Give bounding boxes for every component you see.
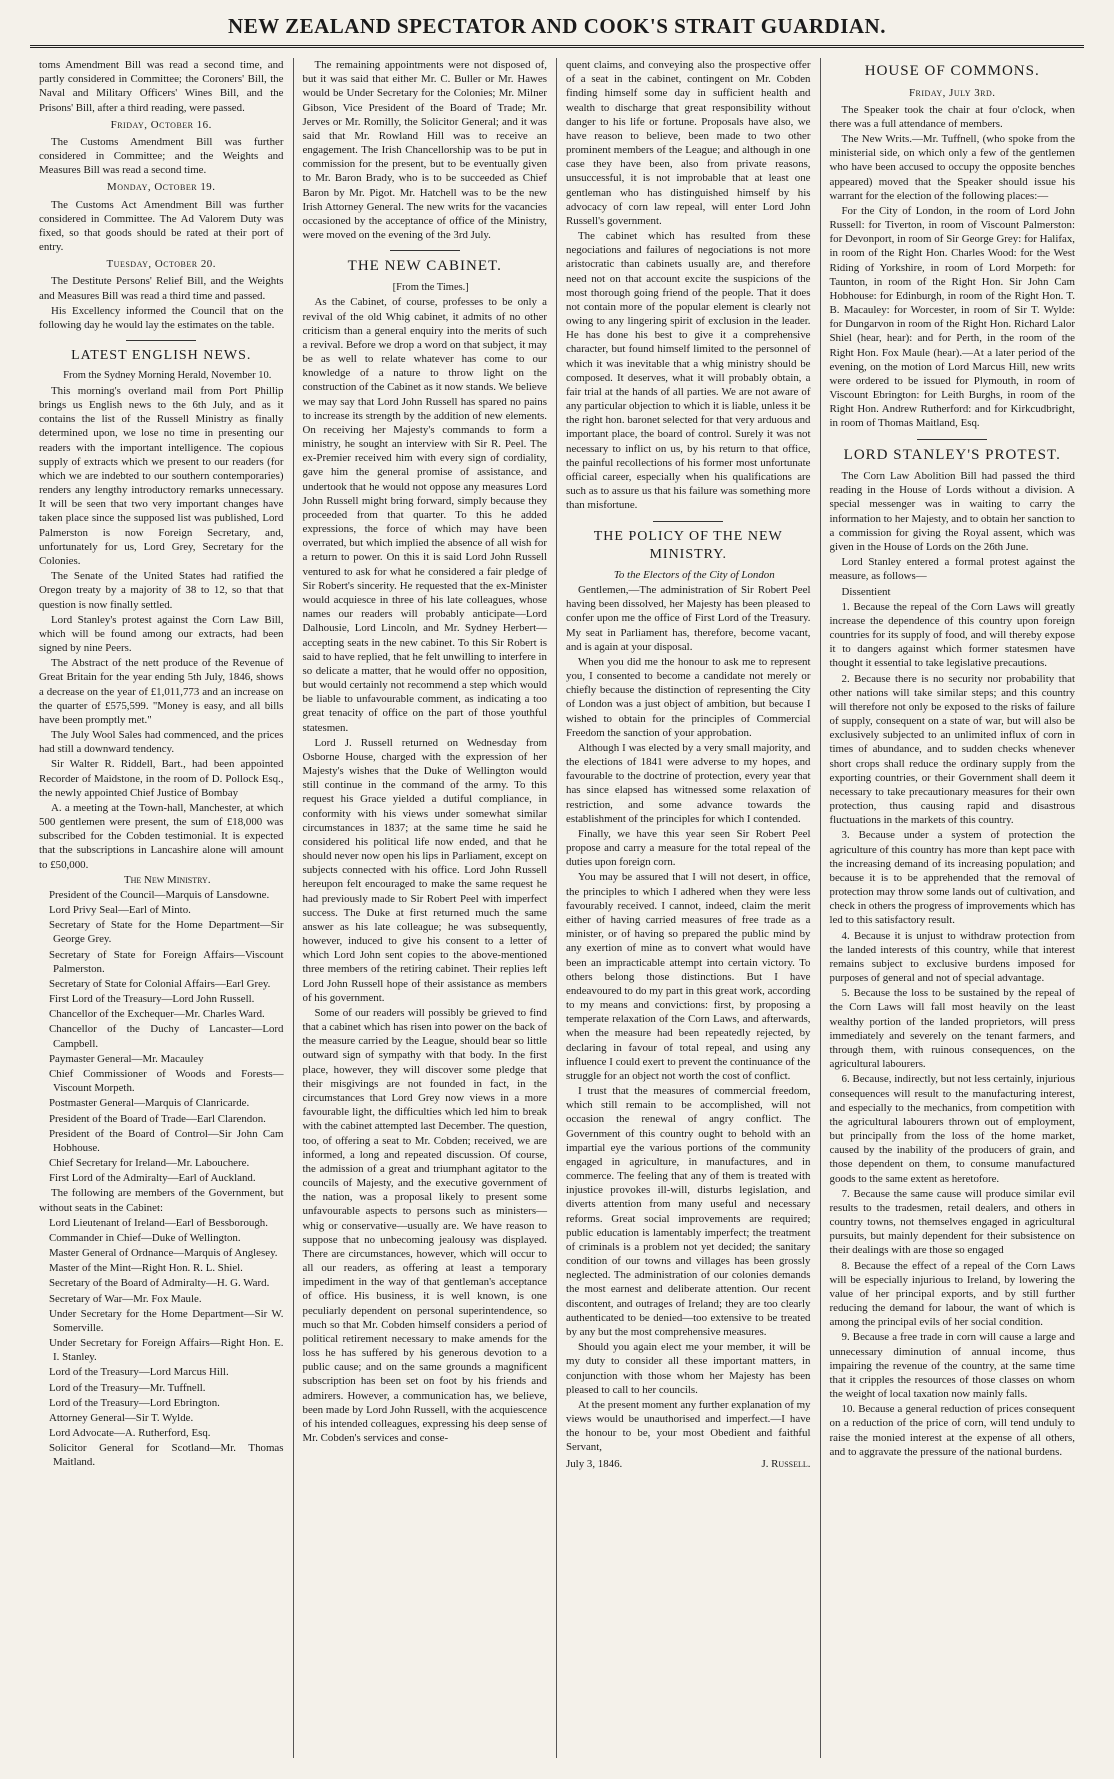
protest-item: 7. Because the same cause will produce similar evil results to the tradesmen, retail dealers, and others in country towns, not themselves engaged in agricultural pursuits, but mainly dependent for their subsistence on their dealings with are those so engaged bbox=[829, 1187, 1075, 1257]
news-source: From the Sydney Morning Herald, November 10. bbox=[63, 370, 272, 382]
commons-paragraph: The New Writs.—Mr. Tuffnell, (who spoke from the ministerial side, on which only a few of the gentlemen who have been accused to occupy the opposite benches appeared) moved that the Speaker should issue his warrant for the election of the following places:— bbox=[829, 133, 1075, 202]
ministry-item: Under Secretary for Foreign Affairs—Right Hon. E. I. Stanley. bbox=[49, 1337, 284, 1364]
dateline: Friday, October 16. bbox=[110, 118, 212, 131]
letter-paragraph: At the present moment any further explanation of my views would be unauthorised and imperfect.—I have the honour to be, your most Obedient and faithful Servant, bbox=[566, 1398, 811, 1454]
ministry-item: Attorney General—Sir T. Wylde. bbox=[49, 1411, 194, 1424]
cabinet-paragraph: Some of our readers will possibly be grieved to find that a cabinet which has risen into power on the back of the measure carried by the League, should bear so little outward sign of sympathy with that body. In the first place, however, they will discover some pledge that their misgivings are not founded in fact, in the circumstances that Lord Grey now views in a more favourable light, the difficulties which led him to break with the cabinet attempted last December. The question, too, of offering a seat to Mr. Cobden; received, we are informed, a long and repeated discussion. Of course, the admission of a great and triumphant agitator to the councils of Majesty, and the executive government of the nation, was a proposal likely to present some unfavourable aspects to persons such as ministers—whig or conservative—usually are. We have reason to suppose that no unbecoming jealousy was displayed. There are circumstances, however, which will occur to all our readers, as offering at least a temporary impediment in the way of that gentleman's acceptance of office. His business, it is well known, is one peculiarly dependent on personal superintendence, so much so that Mr. Cobden himself considers a period of political retirement necessary to make amends for the loss he has suffered by his generous devotion to a public cause; and on the same grounds a magnificent subscription has been set on foot by his friends and admirers. However, a communication has, we believe, been made by Lord John Russell, with the acquiescence of his intended colleagues, expressing his deep sense of Mr. Cobden's services and conse- bbox=[302, 1006, 547, 1445]
section-rule bbox=[126, 340, 196, 341]
ministry-item: Under Secretary for the Home Department—Sir W. Somerville. bbox=[49, 1307, 284, 1334]
ministry-item: Chancellor of the Duchy of Lancaster—Lord Campbell. bbox=[49, 1023, 284, 1050]
ministry-item: President of the Board of Trade—Earl Clarendon. bbox=[49, 1112, 266, 1125]
ministry-item: Secretary of State for Foreign Affairs—Viscount Palmerston. bbox=[49, 948, 284, 975]
ministry-item: President of the Board of Control—Sir John Cam Hobhouse. bbox=[49, 1127, 284, 1154]
protest-dissentient: Dissentient bbox=[841, 585, 891, 598]
news-paragraph: Sir Walter R. Riddell, Bart., had been appointed Recorder of Maidstone, in the room of D. Pollock Esq., the newly appointed Chief Justice of Bombay bbox=[39, 758, 284, 799]
section-rule bbox=[390, 250, 460, 251]
ministry-item: Secretary of State for Colonial Affairs—Earl Grey. bbox=[49, 977, 271, 990]
ministry-item: Lord of the Treasury—Lord Ebrington. bbox=[49, 1396, 220, 1409]
protest-item: 6. Because, indirectly, but not less certainly, injurious consequences will result to the manufacturing interest, and especially to the mechanics, from competition with the agricultural labourers thrown out of employment, but principally from the loss of the home market, caused by the inability of the producers of grain, and those dependent on them, to consume manufactured goods to the same extent as heretofore. bbox=[829, 1073, 1075, 1185]
letter-paragraph: Gentlemen,—The administration of Sir Robert Peel having been dissolved, her Majesty has been pleased to confer upon me the office of First Lord of the Treasury. My seat in Parliament has, therefore, become vacant, and is again at your disposal. bbox=[566, 584, 811, 653]
column-1 bbox=[30, 58, 294, 1758]
protest-item: 3. Because under a system of protection the agriculture of this country has more than kept pace with the increasing demand of its increasing population; and because it is to be apprehended that the removal of protection may throw some lands out of cultivation, and check in others the progress of improvements which has led to this satisfactory result. bbox=[829, 829, 1075, 927]
ministry-item: Secretary of War—Mr. Fox Maule. bbox=[49, 1292, 202, 1305]
column-3 bbox=[557, 58, 821, 1758]
protest-paragraph: The Corn Law Abolition Bill had passed the third reading in the House of Lords without a division. A special messenger was in waiting to carry the information to her Majesty, and to obtain her sanction to a commission for giving the Royal assent, which was given in the House of Lords on the 26th June. bbox=[829, 470, 1075, 553]
masthead: NEW ZEALAND SPECTATOR AND COOK'S STRAIT GUARDIAN. bbox=[30, 14, 1084, 48]
protest-item: 5. Because the loss to be sustained by the repeal of the Corn Laws will fall most heavily on the least wealthy portion of the landed proprietors, will press immediately and severely on the tenant farmers, and through them, with ruinous consequences, on the agricultural labourers. bbox=[829, 987, 1075, 1071]
ministry-item: Lord of the Treasury—Mr. Tuffnell. bbox=[49, 1381, 206, 1394]
protest-paragraph: Lord Stanley entered a formal protest against the measure, as follows— bbox=[829, 556, 1075, 583]
appointments-paragraph: The remaining appointments were not disposed of, but it was said that either Mr. C. Buller or Mr. Hawes would be Under Secretary for the Colonies; Mr. Milner Gibson, Vice President of the Board of Trade; Mr. Jerves or Mr. Romilly, the Solicitor General; and it was said that Mr. Rowland Hill was to receive an engagement. The Irish Chancellorship was to be put in commission for the present, but to be eventually given to Mr. Baron Brady, who is to be succeeded as Chief Baron by Mr. Pigot. Mr. Hatchell was to be the new Irish Attorney General. The new writs for the vacancies occasioned by the acceptance of office of the Ministry, were moved on the evening of the 3rd July. bbox=[302, 59, 547, 242]
cabinet-continued: quent claims, and conveying also the prospective offer of a seat in the cabinet, contingent on Mr. Cobden finding himself some day in sufficient health and wealth to discharge that great responsibility without danger to his life or fortune. Proposals have also, we have reason to believe, been made to two other prominent members of the League; and although in one case they have been, also from private reasons, unsuccessful, it is not improbable that at least one gentleman who has distinguished himself by his advocacy of corn law repeal, will enter Lord John Russell's government. bbox=[566, 59, 811, 227]
section-heading-new-cabinet: THE NEW CABINET. bbox=[347, 258, 502, 275]
cabinet-paragraph: The cabinet which has resulted from these negociations and failures of negociations is not more aristocratic than cabinets usually are, and therefore need not on that account excite the suspicions of the most thorough going friend of the people. That it does not contain more of the popular element is clearly not owing to any lingering spirit of exclusion in the leader. He has done his best to give it a comprehensive character, but found himself limited to the personnel of which it was inevitable that a whig ministry should be composed. It deserves, what it will probably obtain, a fair trial at the hands of all parties. We are not aware of any particular objection to which it is liable, unless it be the right hon. baronet selected for that very arduous and important place, the board of control. Surely it was not necessary to inflict on us, by his return to that office, the painful recollections of his former most unfortunate official career, especially when his qualifications are such as to assure us that his failure was something more than misfortune. bbox=[566, 230, 811, 512]
policy-subtitle: To the Electors of the City of London bbox=[613, 568, 775, 581]
protest-item: 9. Because a free trade in corn will cause a large and unnecessary diminution of annual income, thus impairing the revenue of the country, at the same time that it cripples the resources of those classes on whom the weight of local taxation now mainly falls. bbox=[829, 1331, 1075, 1401]
ministry-item: Postmaster General—Marquis of Clanricarde. bbox=[49, 1097, 250, 1110]
ministry-item: Chief Commissioner of Woods and Forests—Viscount Morpeth. bbox=[49, 1068, 284, 1095]
letter-signoff bbox=[566, 1457, 811, 1471]
protest-item: 1. Because the repeal of the Corn Laws will greatly increase the dependence of this country upon foreign countries for its supply of food, and will thereby expose it to dangers against which former statesmen have thought it essential to take legislative precautions. bbox=[829, 600, 1075, 670]
column-4 bbox=[821, 58, 1085, 1758]
commons-paragraph: The Speaker took the chair at four o'clock, when there was a full attendance of members. bbox=[829, 103, 1075, 130]
council-paragraph: The Destitute Persons' Relief Bill, and the Weights and Measures Bill was read a third time and passed. bbox=[39, 275, 284, 302]
council-paragraph: The Customs Act Amendment Bill was further considered in Committee. The Ad Valorem Duty was fixed, so that goods should be rated at their port of entry. bbox=[39, 198, 284, 254]
protest-item: 10. Because a general reduction of prices consequent on a reduction of the price of corn, will tend unduly to raise the monied interest at the expense of all others, and to aggravate the pressure of the national burdens. bbox=[829, 1403, 1075, 1458]
ministry-item: Commander in Chief—Duke of Wellington. bbox=[49, 1231, 241, 1244]
letter-paragraph: You may be assured that I will not desert, in office, the principles to which I adhered when they were less favourably received. I cannot, indeed, claim the merit either of having carried measures of free trade as a minister, or of having so prepared the public mind by any exertion of mine as to convert what would have been an impracticable attempt into certain victory. To others belong those distinctions. But I have endeavoured to do my part in this great work, according to my means and convictions: first, by proposing a temperate relaxation of the Corn Laws, and afterwards, when the measure had been repeatedly rejected, by declaring in favour of total repeal, and using any influence I could exert to prevent the continuance of the struggle for an object not worth the cost of conflict. bbox=[566, 871, 811, 1082]
column-2 bbox=[294, 58, 558, 1758]
commons-paragraph: For the City of London, in the room of Lord John Russell: for Tiverton, in room of Viscount Palmerston: for Devonport, in room of Sir George Grey: for Halifax, in room of the Right Hon. Charles Wood: for the West Riding of Yorkshire, in room of Lord Morpeth: for Taunton, in room of the Right Hon. Sir John Cam Hobhouse: for Edinburgh, in room of the Right Hon. T. B. Macauley: for Worcester, in room of Sir T. Wylde: for Dungarvon in room of the Right Hon. Richard Lalor Shiel (hear, hear): and for Perth, in the room of the Right Hon. Fox Maule (hear).—At a later period of the evening, on the motion of Lord Marcus Hill, new writs were ordered to be issued for Plymouth, in room of Viscount Ebrington: for Leith Burghs, in room of the Right Hon. Andrew Rutherford: and for Kirkcudbright, in room of Thomas Maitland, Esq. bbox=[829, 204, 1075, 430]
letter-signature: J. Russell. bbox=[761, 1457, 811, 1470]
ministry-item: Lord of the Treasury—Lord Marcus Hill. bbox=[49, 1366, 229, 1379]
news-paragraph: The July Wool Sales had commenced, and the prices had still a downward tendency. bbox=[39, 729, 284, 756]
news-paragraph: The Abstract of the nett produce of the Revenue of Great Britain for the year ending 5th July, 1846, shows a decrease on the year of £1,011,773 and an increase on the quarter of £575,599. "Money is easy, and all bills have been promptly met." bbox=[39, 657, 284, 726]
ministry-item: Master of the Mint—Right Hon. R. L. Shiel. bbox=[49, 1262, 243, 1275]
ministry-note: The following are members of the Government, but without seats in the Cabinet: bbox=[39, 1187, 284, 1214]
letter-paragraph: When you did me the honour to ask me to represent you, I consented to become a candidate not merely or chiefly because the distinction of representing the City of London was a just object of ambition, but because I wished to obtain for the principles of Commercial Freedom the sanction of your approbation. bbox=[566, 655, 811, 739]
news-paragraph: A. a meeting at the Town-hall, Manchester, at which 500 gentlemen were present, the sum of £18,000 was subscribed for the Cobden testimonial. It is expected that the subscriptions in Lancashire alone will amount to £50,000. bbox=[39, 801, 284, 871]
ministry-item: First Lord of the Treasury—Lord John Russell. bbox=[49, 993, 255, 1006]
news-paragraph: This morning's overland mail from Port Phillip brings us English news to the 6th July, and as it contains the list of the Russell Ministry as finally determined upon, we lose no time in presenting our readers with the important intelligence. The copious supply of extracts which we present to our readers (for which we are indebted to our southern contemporaries) renders any lengthy introductory remarks unnecessary. It will be seen that two very important changes have taken place since the supposed list was published, Lord Palmerston is now Foreign Secretary, and, unfortunately for us, Lord Grey, Secretary for the Colonies. bbox=[39, 384, 284, 567]
section-rule bbox=[653, 521, 723, 522]
ministry-item: President of the Council—Marquis of Lansdowne. bbox=[49, 888, 270, 901]
section-heading-stanley-protest: LORD STANLEY'S PROTEST. bbox=[843, 446, 1061, 463]
letter-paragraph: Finally, we have this year seen Sir Robert Peel propose and carry a measure for the total repeal of the duties upon foreign corn. bbox=[566, 827, 811, 869]
ministry-heading: The New Ministry. bbox=[123, 873, 211, 886]
cabinet-paragraph: As the Cabinet, of course, professes to be only a revival of the old Whig cabinet, it admits of no other criticism than a general enquiry into the merits of such a revival. Before we drop a word on that subject, it may be as well to relate whatever has come to our knowledge of a nature to throw light on the construction of the Cabinet as it now stands. We believe we may say that Lord John Russell has spared no pains to increase its strength by the addition of new elements. On receiving her Majesty's commands to form a ministry, he sought an interview with Sir R. Peel. The ex-Premier received him with every sign of cordiality, gave him the general promise of assistance, and undertook that he would not oppose any measures Lord John Russell might bring forward, simply because they proceeded from that quarter. To this he added expressions, the force of which may have been overrated, but which implied the absence of all wish for a return to power. On this it is said Lord John Russell ventured to ask for what he considered a fair pledge of Sir Robert's sincerity. He requested that the ex-Minister would acquiesce in three of his late colleagues, whose names our readers will probably anticipate—Lord Dalhousie, Lord Lincoln, and Mr. Sydney Herbert—accepting seats in the new cabinet. To this Sir Robert is said to have replied, that he felt unwilling to interfere in so delicate a matter, that he would offer no opposition, but would certainly not recommend a step which would be liable to unfavourable comment, as indicating a too great tenacity of office on the part of those youthful statesmen. bbox=[302, 296, 547, 734]
news-paragraph: The Senate of the United States had ratified the Oregon treaty by a majority of 38 to 12, so that that question is now finally settled. bbox=[39, 570, 284, 611]
ministry-item: Secretary of State for the Home Department—Sir George Grey. bbox=[49, 919, 284, 946]
protest-item: 4. Because it is unjust to withdraw protection from the landed interests of this country, while that interest remains subject to exclusive burdens imposed for purposes of general and not of special advantage. bbox=[829, 929, 1075, 985]
council-paragraph: The Customs Amendment Bill was further considered in Committee; and the Weights and Measures Bill was read a second time. bbox=[39, 135, 284, 177]
letter-paragraph: Although I was elected by a very small majority, and the elections of 1841 were adverse to my hopes, and favourable to the doctrine of protection, every year that has since elapsed has witnessed some relaxation of restriction, and some advance towards the establishment of the principles for which I contended. bbox=[566, 741, 811, 825]
section-heading-policy: THE POLICY OF THE NEW MINISTRY. bbox=[593, 528, 783, 562]
dateline: Tuesday, October 20. bbox=[106, 258, 216, 271]
ministry-item: Secretary of the Board of Admiralty—H. G. Ward. bbox=[49, 1277, 270, 1290]
ministry-item: Chancellor of the Exchequer—Mr. Charles Ward. bbox=[49, 1008, 265, 1021]
letter-paragraph: I trust that the measures of commercial freedom, which still remain to be accomplished, will not occasion the renewal of angry conflict. The Government of this country ought to behold with an impartial eye the various portions of the community engaged in agriculture, in manufactures, and in commerce. The feeling that any of them is treated with injustice provokes ill-will, disturbs legislation, and diverts attention from many useful and necessary reforms. Great social improvements are required; public education is lamentably imperfect; the treatment of criminals is a problem not yet decided; the sanitary condition of our towns and villages has been grossly neglected. The administration of our colonies demands the most earnest and deliberate attention. Our recent discontent, and outrages of Ireland; they are too clearly authenticated to be denied—too extensive to be treated by any but the most comprehensive measures. bbox=[566, 1085, 811, 1338]
letter-paragraph: Should you again elect me your member, it will be my duty to consider all these important matters, in conjunction with those whom her Majesty has been pleased to call to her councils. bbox=[566, 1341, 811, 1396]
ministry-list-secondary bbox=[39, 1216, 284, 1470]
cabinet-paragraph: Lord J. Russell returned on Wednesday from Osborne House, charged with the expression of her Majesty's wishes that the Duke of Wellington would still continue in the command of the army. To this request his Grace yielded a dutiful compliance, in conformity with his views under somewhat similar circumstances in 1837; at the same time he said he considered his political life now ended, and that he should never now open his lips in Parliament, except on subjects connected with his office. Lord John Russell hereupon felt encouraged to make the same request he had previously made to Sir Robert Peel with imperfect success. The Duke at first returned much the same answer as his late colleague; he was subsequently, however, induced to give his consent to a letter of which Lord John sent copies to the above-mentioned three members of the retiring cabinet. Their replies left Lord John Russell hope of their assistance as members of his government. bbox=[302, 736, 547, 1004]
council-paragraph: His Excellency informed the Council that on the following day he would lay the estimates on the table. bbox=[39, 304, 284, 331]
columns bbox=[30, 58, 1084, 1758]
cabinet-source: [From the Times.] bbox=[392, 281, 469, 293]
protest-item: 2. Because there is no security nor probability that other nations will take similar steps; and this country will therefore not only be exposed to the risks of failure of supply, consequent on a state of war, but will also be exclusively subjected to an unlimited influx of corn in times of abundance, and to sudden checks whenever short crops shall reduce the ordinary supply from the exporting countries, or their Government shall deem it necessary to take precautionary measures for their own protection, thus causing rapid and disastrous fluctuations in the markets of this country. bbox=[829, 672, 1075, 827]
section-heading-latest-news: LATEST ENGLISH NEWS. bbox=[71, 348, 252, 364]
ministry-item: Chief Secretary for Ireland—Mr. Labouchere. bbox=[49, 1157, 250, 1170]
ministry-item: Solicitor General for Scotland—Mr. Thomas Maitland. bbox=[49, 1442, 284, 1469]
ministry-item: Lord Privy Seal—Earl of Minto. bbox=[49, 904, 191, 917]
ministry-list bbox=[39, 888, 284, 1185]
ministry-item: Master General of Ordnance—Marquis of Anglesey. bbox=[49, 1247, 278, 1260]
protest-item: 8. Because the effect of a repeal of the Corn Laws will be especially injurious to Ireland, by lowering the value of her principal exports, and by still further reducing the demand for labour, the want of which is among the principal evils of her social condition. bbox=[829, 1259, 1075, 1329]
letter-date: July 3, 1846. bbox=[566, 1457, 623, 1470]
ministry-item: First Lord of the Admiralty—Earl of Auckland. bbox=[49, 1172, 256, 1185]
ministry-item: Paymaster General—Mr. Macauley bbox=[49, 1052, 204, 1065]
ministry-item: Lord Advocate—A. Rutherford, Esq. bbox=[49, 1427, 211, 1440]
dateline: Friday, July 3rd. bbox=[909, 86, 996, 99]
section-heading-house-of-commons: HOUSE OF COMMONS. bbox=[864, 63, 1040, 79]
council-intro: toms Amendment Bill was read a second time, and partly considered in Committee; the Coroners' Bill, the Naval and Military Officers' Wines Bill, and the Prisons' Bill, after a third reading, were passed. bbox=[39, 59, 284, 114]
ministry-item: Lord Lieutenant of Ireland—Earl of Bessborough. bbox=[49, 1216, 268, 1229]
news-paragraph: Lord Stanley's protest against the Corn Law Bill, which will be found among our extracts, had been signed by nine Peers. bbox=[39, 613, 284, 655]
dateline: Monday, October 19. bbox=[107, 181, 216, 194]
section-rule bbox=[917, 439, 987, 440]
